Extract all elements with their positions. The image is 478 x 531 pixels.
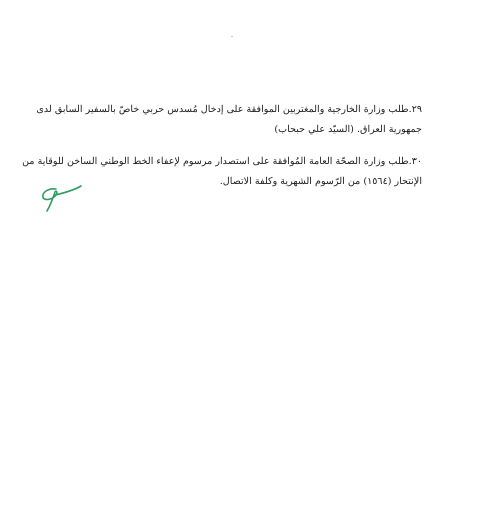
agenda-item-30-line-2: الإنتحار (١٥٦٤) من الرّسوم الشهرية وكلفة الاتصال. xyxy=(219,176,422,187)
handwritten-signature xyxy=(34,180,82,214)
agenda-item-29-line-1: ٢٩.طلب وزارة الخارجية والمغتربين الموافقة على إدخال مُسدس حربي خاصّ بالسفير السابق لدى xyxy=(36,104,422,115)
page-mark xyxy=(231,36,233,37)
agenda-item-30-line-1: ٣٠.طلب وزارة الصحّة العامة المُوافقة على استصدار مرسوم لإعفاء الخط الوطني الساخن للوقاية من xyxy=(22,156,422,167)
agenda-item-29-line-2: جمهورية العراق. (السيّد علي حبحاب) xyxy=(274,124,422,135)
